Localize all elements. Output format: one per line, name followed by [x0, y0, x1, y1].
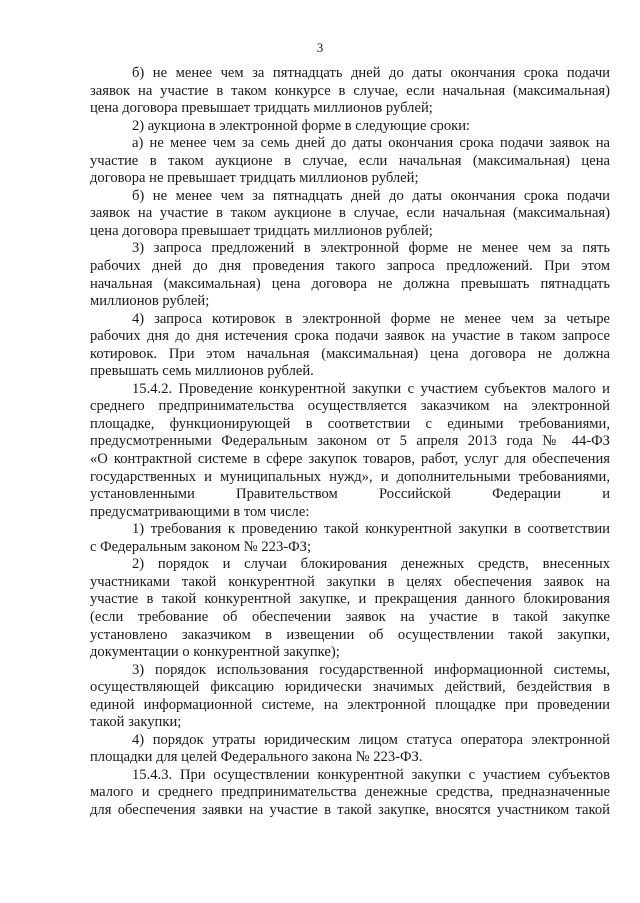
text-line: превышать семь миллионов рублей.	[90, 363, 314, 380]
text-line: такой закупки;	[90, 714, 182, 731]
text-line: среднего предпринимательства осуществляется заказчиком на электронной	[90, 398, 610, 415]
paragraph	[90, 381, 610, 521]
text-line: 2) аукциона в электронной форме в следующие сроки:	[132, 117, 471, 134]
text-line: «О контрактной системе в сфере закупок товаров, работ, услуг для обеспечения	[90, 451, 610, 468]
text-line: 15.4.2. Проведение конкурентной закупки с участием субъектов малого и	[132, 380, 610, 397]
text-line: цена договора превышает тридцать миллионов рублей;	[90, 100, 433, 117]
text-line: рабочих дней до дня проведения такого запроса предложений. При этом	[90, 258, 610, 275]
text-line: 1) требования к проведению такой конкурентной закупки в соответствии	[132, 521, 610, 538]
text-line: цена договора превышает тридцать миллионов рублей;	[90, 222, 433, 239]
text-line: участие в такой конкурентной закупке, и прекращения данного блокирования	[90, 591, 610, 608]
text-line: 15.4.3. При осуществлении конкурентной закупки с участием субъектов	[132, 766, 610, 783]
text-line: котировок. При этом начальная (максимальная) цена договора не должна	[90, 345, 610, 362]
paragraph	[90, 240, 610, 310]
text-line: площадки для целей Федерального закона № 223-ФЗ.	[90, 749, 423, 766]
document-body	[90, 65, 610, 820]
text-line: миллионов рублей;	[90, 293, 210, 310]
text-line: договора не превышает тридцать миллионов рублей;	[90, 170, 419, 187]
paragraph	[90, 556, 610, 661]
text-line: начальная (максимальная) цена договора не должна превышать пятнадцать	[90, 275, 610, 292]
text-line: площадке, функционирующей в соответствии с едиными требованиями,	[90, 415, 610, 432]
text-line: 2) порядок и случаи блокирования денежных средств, внесенных	[132, 556, 610, 573]
text-line: рабочих дня до дня истечения срока подачи заявок на участие в таком запросе	[90, 328, 610, 345]
paragraph	[90, 135, 610, 188]
text-line: малого и среднего предпринимательства денежные средства, предназначенные	[90, 784, 610, 801]
text-line: заявок на участие в таком аукционе в случае, если начальная (максимальная)	[90, 205, 610, 222]
text-line: участие в таком аукционе в случае, если начальная (максимальная) цена	[90, 152, 610, 169]
text-line: осуществляющей фиксацию юридически значимых действий, бездействия в	[90, 679, 610, 696]
text-line: б) не менее чем за пятнадцать дней до даты окончания срока подачи	[132, 187, 610, 204]
text-line: а) не менее чем за семь дней до даты окончания срока подачи заявок на	[132, 135, 610, 152]
text-line: единой информационной системе, на электронной площадке при проведении	[90, 696, 610, 713]
text-line: 3) запроса предложений в электронной форме не менее чем за пять	[132, 240, 610, 257]
paragraph	[90, 732, 610, 767]
text-line: предусмотренными Федеральным законом от 5 апреля 2013 года № 44-ФЗ	[90, 433, 610, 450]
text-line: 3) порядок использования государственной информационной системы,	[132, 661, 610, 678]
text-line: 4) порядок утраты юридическим лицом статуса оператора электронной	[132, 731, 610, 748]
text-line: заявок на участие в таком конкурсе в случае, если начальная (максимальная)	[90, 82, 610, 99]
paragraph	[90, 118, 610, 136]
paragraph	[90, 188, 610, 241]
paragraph	[90, 662, 610, 732]
text-line: (если требование об обеспечении заявок на участие в такой закупке	[90, 608, 610, 625]
text-line: участниками такой конкурентной закупки в целях обеспечения заявок на	[90, 573, 610, 590]
page-number: 3	[316, 40, 324, 55]
text-line: государственных и муниципальных нужд», и дополнительными требованиями,	[90, 468, 610, 485]
paragraph	[90, 767, 610, 820]
text-line: документации о конкурентной закупке);	[90, 644, 340, 661]
text-line: с Федеральным законом № 223-ФЗ;	[90, 538, 312, 555]
text-line: установленными Правительством Российской Федерации и	[90, 486, 610, 503]
paragraph	[90, 311, 610, 381]
text-line: 4) запроса котировок в электронной форме не менее чем за четыре	[132, 310, 610, 327]
text-line: для обеспечения заявки на участие в такой закупке, вносятся участником такой	[90, 801, 610, 818]
paragraph	[90, 65, 610, 118]
paragraph	[90, 521, 610, 556]
text-line: б) не менее чем за пятнадцать дней до даты окончания срока подачи	[132, 65, 610, 81]
text-line: предусматривающими в том числе:	[90, 503, 310, 520]
text-line: установлено заказчиком в извещении об осуществлении такой закупки,	[90, 626, 610, 643]
